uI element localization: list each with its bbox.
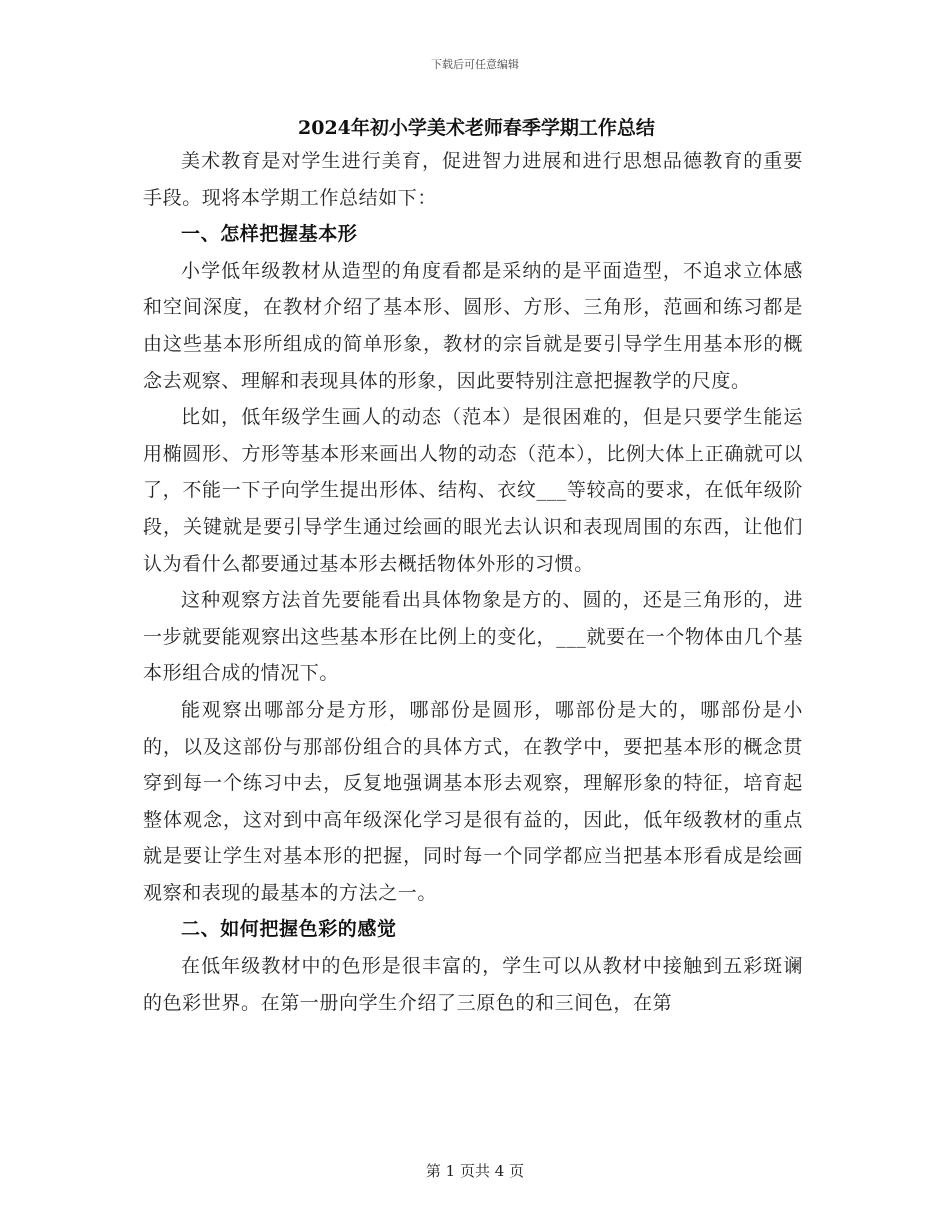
body-paragraph: 在低年级教材中的色形是很丰富的，学生可以从教材中接触到五彩斑谰的色彩世界。在第一册向学生介绍了三原色的和三间色，在第 <box>143 955 803 1014</box>
body-paragraph: 能观察出哪部分是方形，哪部份是圆形，哪部份是大的，哪部份是小的，以及这部份与那部份组合的具体方式，在教学中，要把基本形的概念贯穿到每一个练习中去，反复地强调基本形去观察，理解形象的特征，培育起整体观念，这对到中高年级深化学习是很有益的，因此，低年级教材的重点就是要让学生对基本形的把握，同时每一个同学都应当把基本形看成是绘画观察和表现的最基本的方法之一。 <box>143 698 803 904</box>
page-number-footer: 第 1 页共 4 页 <box>425 1162 525 1180</box>
section-heading-basic-shapes: 一、怎样把握基本形 <box>181 223 358 246</box>
body-paragraph: 这种观察方法首先要能看出具体物象是方的、圆的，还是三角形的，进一步就要能观察出这些基本形在比例上的变化，___就要在一个物体由几个基本形组合成的情况下。 <box>143 589 803 685</box>
body-paragraph: 小学低年级教材从造型的角度看都是采纳的是平面造型，不追求立体感和空间深度，在教材介绍了基本形、圆形、方形、三角形，范画和练习都是由这些基本形所组成的简单形象，教材的宗旨就是要引导学生用基本形的概念去观察、理解和表现具体的形象，因此要特别注意把握教学的尺度。 <box>143 259 803 392</box>
page-header-note: 下载后可任意编辑 <box>431 58 519 71</box>
document-body <box>143 113 803 1021</box>
document-title: 2024年初小学美术老师春季学期工作总结 <box>298 117 655 139</box>
intro-paragraph: 美术教育是对学生进行美育，促进智力进展和进行思想品德教育的重要手段。现将本学期工作总结如下： <box>143 150 803 209</box>
section-heading-color-feeling: 二、如何把握色彩的感觉 <box>181 918 397 941</box>
body-paragraph: 比如，低年级学生画人的动态（范本）是很困难的，但是只要学生能运用椭圆形、方形等基本形来画出人物的动态（范本），比例大体上正确就可以了，不能一下子向学生提出形体、结构、衣纹___等较高的要求，在低年级阶段，关键就是要引导学生通过绘画的眼光去认识和表现周围的东西，让他们认为看什么都要通过基本形去概括物体外形的习惯。 <box>143 406 803 575</box>
